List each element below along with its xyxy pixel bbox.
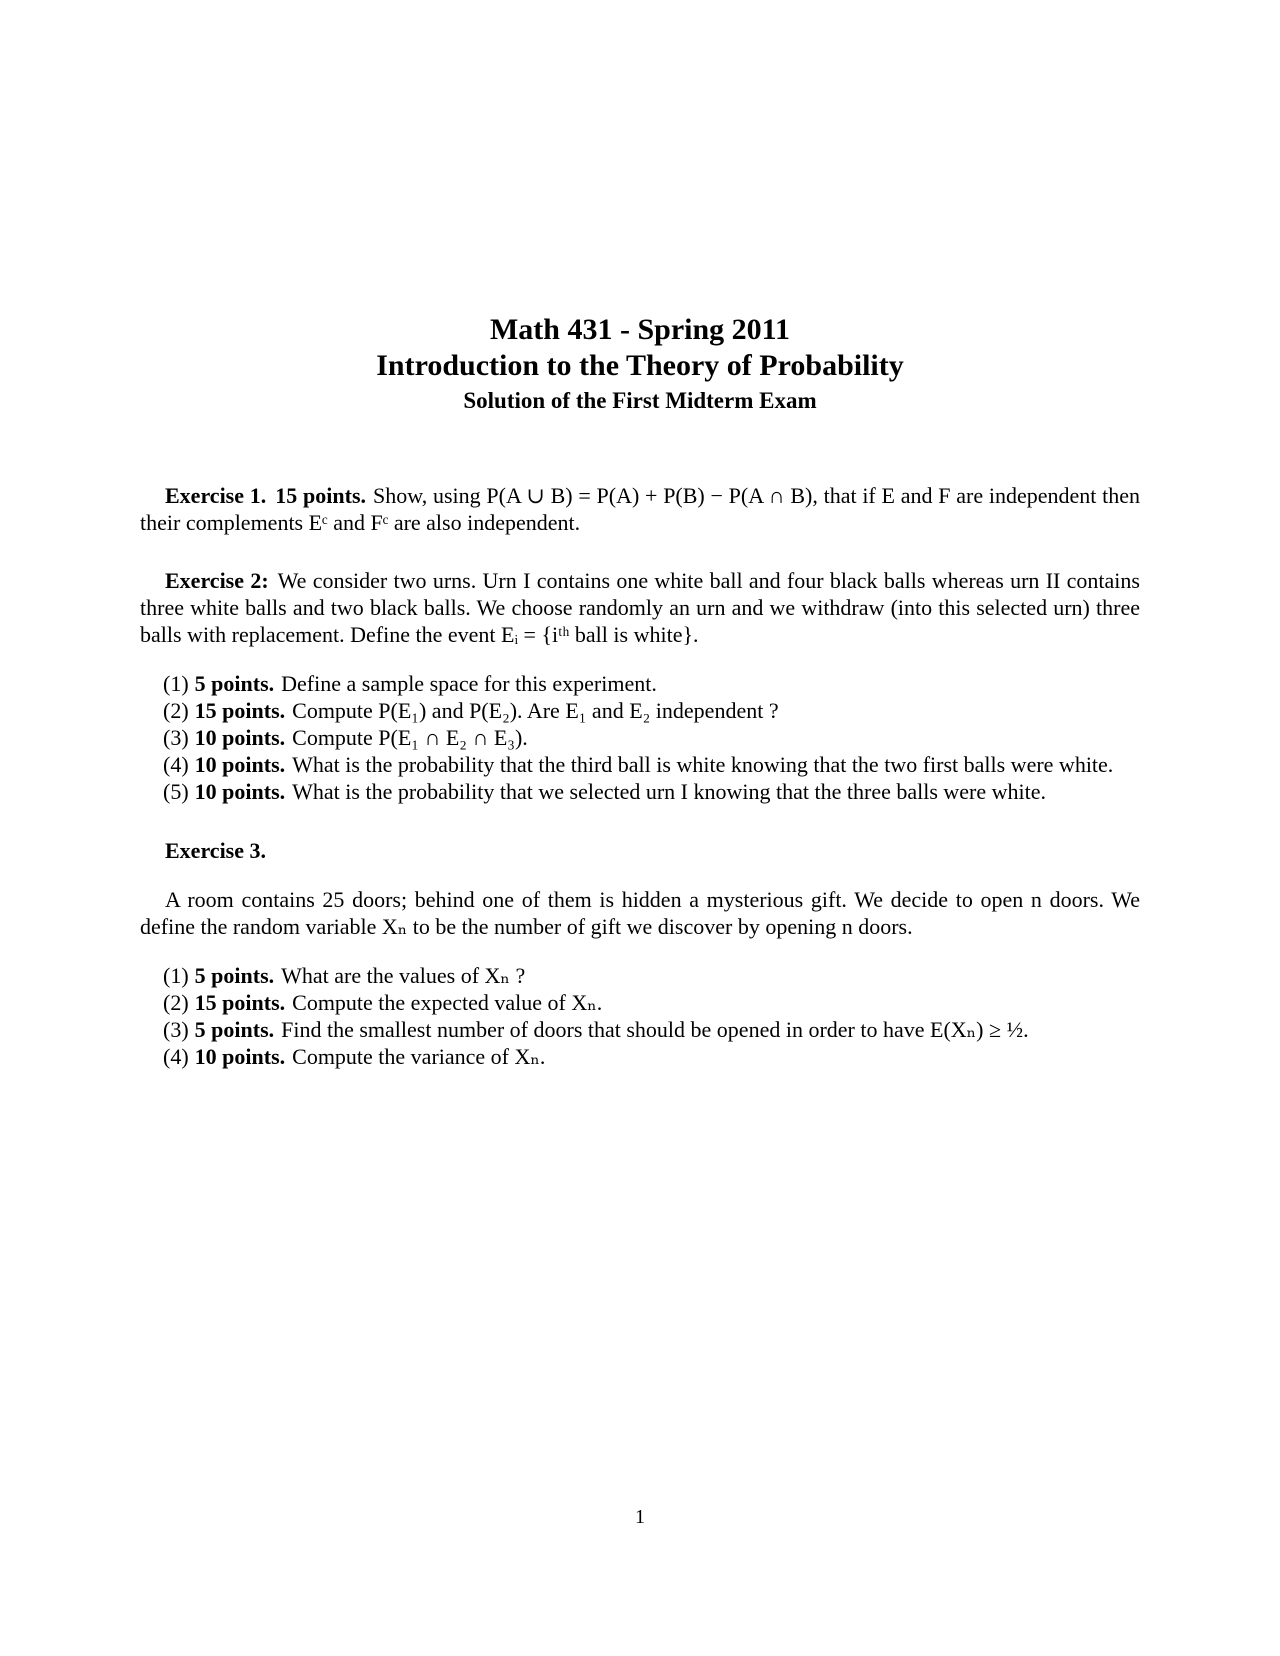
item-text: Compute the variance of Xₙ. — [292, 1044, 546, 1069]
course-title: Math 431 - Spring 2011 — [489, 313, 791, 346]
item-number: (5) — [163, 779, 189, 804]
text-block — [140, 0, 1140, 1070]
title-block — [140, 312, 1140, 416]
exercise3-paragraph — [140, 886, 1140, 940]
course-subtitle: Introduction to the Theory of Probability — [376, 349, 904, 382]
exercise1-points: 15 points. — [275, 483, 367, 508]
exercise3-item-list — [163, 962, 1140, 1070]
item-number: (1) — [163, 963, 189, 988]
item-points: 10 points. — [194, 779, 286, 804]
exercise2-label: Exercise 2: — [165, 568, 269, 593]
item-text: Find the smallest number of doors that should be opened in order to have E(Xₙ) ≥ ½. — [281, 1017, 1029, 1042]
list-item — [163, 778, 1140, 805]
list-item — [163, 1016, 1140, 1043]
list-item — [163, 751, 1140, 778]
list-item — [163, 670, 1140, 697]
exercise3-label: Exercise 3. — [165, 838, 267, 863]
exercise1-text: Show, using P(A ∪ B) = P(A) + P(B) − P(A ∩ B), that if E and F are independent then their complements Eᶜ and Fᶜ are also independent. — [140, 483, 1140, 535]
item-number: (1) — [163, 671, 189, 696]
item-text: Compute P(E₁ ∩ E₂ ∩ E₃). — [292, 725, 528, 750]
item-number: (3) — [163, 1017, 189, 1042]
item-text: What are the values of Xₙ ? — [281, 963, 526, 988]
item-points: 15 points. — [194, 698, 286, 723]
item-points: 5 points. — [194, 1017, 275, 1042]
item-number: (2) — [163, 698, 189, 723]
list-item — [163, 962, 1140, 989]
list-item — [163, 724, 1140, 751]
exercise3-intro: A room contains 25 doors; behind one of them is hidden a mysterious gift. We decide to open n doors. We define the random variable Xₙ to be the number of gift we discover by opening n doors. — [140, 887, 1140, 939]
item-points: 10 points. — [194, 725, 286, 750]
item-number: (2) — [163, 990, 189, 1015]
item-text: Compute P(E₁) and P(E₂). Are E₁ and E₂ independent ? — [292, 698, 779, 723]
item-number: (3) — [163, 725, 189, 750]
item-text: Define a sample space for this experiment. — [281, 671, 657, 696]
item-points: 10 points. — [194, 1044, 286, 1069]
page-number: 1 — [635, 1506, 645, 1528]
list-item — [163, 697, 1140, 724]
item-text: What is the probability that we selected urn I knowing that the three balls were white. — [292, 779, 1047, 804]
item-points: 5 points. — [194, 963, 275, 988]
item-text: Compute the expected value of Xₙ. — [292, 990, 603, 1015]
item-number: (4) — [163, 1044, 189, 1069]
item-text: What is the probability that the third ball is white knowing that the two first balls were white. — [292, 752, 1114, 777]
exercise1-paragraph — [140, 482, 1140, 536]
exercise3-heading — [140, 837, 1140, 864]
exam-subtitle: Solution of the First Midterm Exam — [463, 388, 817, 413]
item-points: 5 points. — [194, 671, 275, 696]
list-item — [163, 1043, 1140, 1070]
exercise1-label: Exercise 1. — [165, 483, 267, 508]
item-number: (4) — [163, 752, 189, 777]
item-points: 10 points. — [194, 752, 286, 777]
exercise2-item-list — [163, 670, 1140, 805]
list-item — [163, 989, 1140, 1016]
exercise2-paragraph — [140, 567, 1140, 648]
item-points: 15 points. — [194, 990, 286, 1015]
exercise2-intro: We consider two urns. Urn I contains one white ball and four black balls whereas urn II contains three white balls and two black balls. We choose randomly an urn and we withdraw (into this selected urn) three balls with replacement. Define the event Eᵢ = {iᵗʰ ball is white}. — [140, 568, 1140, 647]
